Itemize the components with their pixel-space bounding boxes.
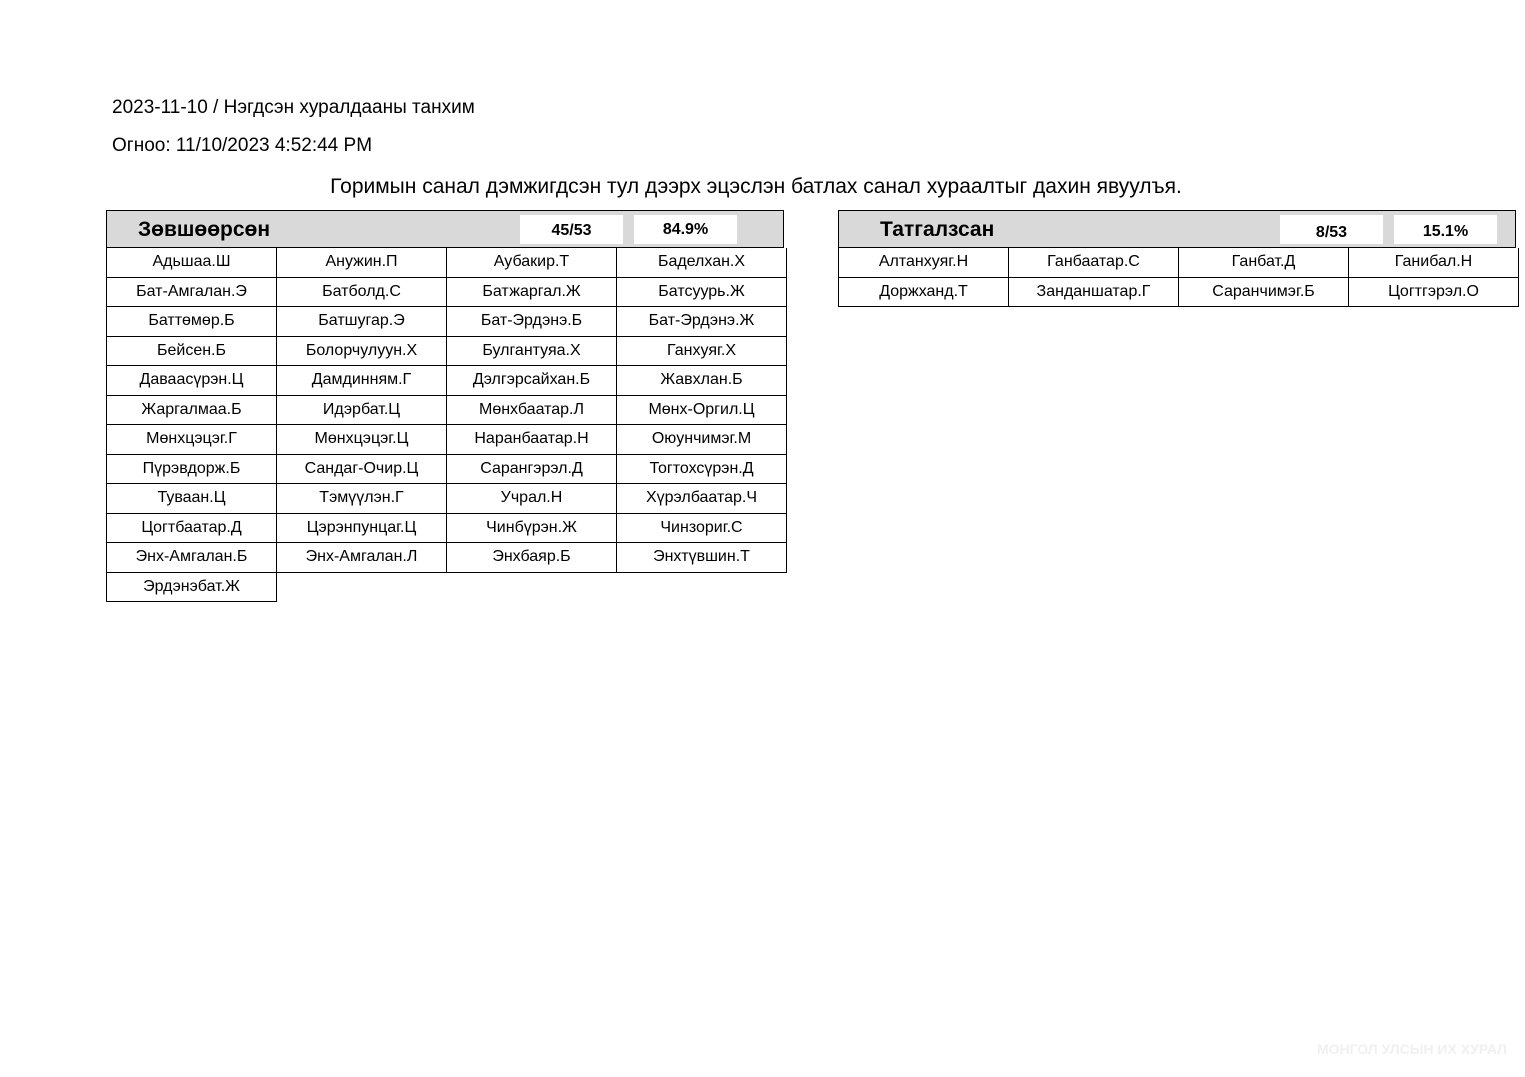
session-title: 2023-11-10 / Нэгдсэн хуралдааны танхим [112,97,475,118]
member-name-cell: Батсуурь.Ж [617,277,787,307]
member-name-cell: Саранчимэг.Б [1179,277,1349,307]
table-row [107,307,787,337]
member-name-cell: Пүрэвдорж.Б [107,454,277,484]
empty-cell [617,572,787,602]
member-name-cell: Туваан.Ц [107,484,277,514]
member-name-cell: Учрал.Н [447,484,617,514]
member-name-cell: Аубакир.Т [447,248,617,277]
table-row [107,395,787,425]
member-name-cell: Тогтохсүрэн.Д [617,454,787,484]
approved-header [106,210,784,248]
rejected-percent: 15.1% [1394,215,1497,244]
watermark-text: МОНГОЛ УЛСЫН ИХ ХУРАЛ [1316,1041,1507,1057]
approved-percent: 84.9% [634,215,737,244]
member-name-cell: Чинбүрэн.Ж [447,513,617,543]
member-name-cell: Мөнх-Оргил.Ц [617,395,787,425]
member-name-cell: Хүрэлбаатар.Ч [617,484,787,514]
table-row [107,572,787,602]
member-name-cell: Наранбаатар.Н [447,425,617,455]
member-name-cell: Дамдинням.Г [277,366,447,396]
member-name-cell: Бейсен.Б [107,336,277,366]
member-name-cell: Мөнхцэцэг.Г [107,425,277,455]
member-name-cell: Даваасүрэн.Ц [107,366,277,396]
member-name-cell: Тэмүүлэн.Г [277,484,447,514]
member-name-cell: Батболд.С [277,277,447,307]
empty-cell [277,572,447,602]
member-name-cell: Жавхлан.Б [617,366,787,396]
member-name-cell: Ганбаатар.С [1009,248,1179,277]
report-date: Огноо: 11/10/2023 4:52:44 PM [112,135,373,156]
member-name-cell: Чинзориг.С [617,513,787,543]
member-name-cell: Ганбат.Д [1179,248,1349,277]
member-name-cell: Ганибал.Н [1349,248,1519,277]
table-row [107,366,787,396]
table-row [107,543,787,573]
member-name-cell: Цогтбаатар.Д [107,513,277,543]
table-row [107,248,787,277]
approved-count: 45/53 [520,215,623,244]
member-name-cell: Цогтгэрэл.О [1349,277,1519,307]
member-name-cell: Бат-Эрдэнэ.Ж [617,307,787,337]
member-name-cell: Энхбаяр.Б [447,543,617,573]
table-row [839,248,1519,277]
member-name-cell: Доржханд.Т [839,277,1009,307]
rejected-header [838,210,1516,248]
member-name-cell: Сарангэрэл.Д [447,454,617,484]
table-row [107,336,787,366]
approved-title: Зөвшөөрсөн [138,218,271,241]
member-name-cell: Алтанхуяг.Н [839,248,1009,277]
member-name-cell: Эрдэнэбат.Ж [107,572,277,602]
table-row [107,513,787,543]
approved-block [106,210,784,602]
member-name-cell: Болорчулуун.Х [277,336,447,366]
member-name-cell: Адьшаа.Ш [107,248,277,277]
member-name-cell: Баделхан.Х [617,248,787,277]
member-name-cell: Мөнхцэцэг.Ц [277,425,447,455]
member-name-cell: Дэлгэрсайхан.Б [447,366,617,396]
member-name-cell: Цэрэнпунцаг.Ц [277,513,447,543]
member-name-cell: Анужин.П [277,248,447,277]
table-row [107,425,787,455]
member-name-cell: Сандаг-Очир.Ц [277,454,447,484]
member-name-cell: Батжаргал.Ж [447,277,617,307]
table-row [107,454,787,484]
rejected-names-table [838,248,1519,307]
table-row [107,484,787,514]
empty-cell [447,572,617,602]
member-name-cell: Баттөмөр.Б [107,307,277,337]
member-name-cell: Энх-Амгалан.Б [107,543,277,573]
table-row [839,277,1519,307]
approved-names-table [106,248,787,602]
member-name-cell: Мөнхбаатар.Л [447,395,617,425]
member-name-cell: Энхтүвшин.Т [617,543,787,573]
rejected-count: 8/53 [1280,215,1383,244]
rejected-title: Татгалзсан [880,218,995,241]
member-name-cell: Жаргалмаа.Б [107,395,277,425]
member-name-cell: Идэрбат.Ц [277,395,447,425]
motion-text: Горимын санал дэмжигдсэн тул дээрх эцэслэн батлах санал хураалтыг дахин явуулъя. [330,175,1182,198]
member-name-cell: Занданшатар.Г [1009,277,1179,307]
member-name-cell: Оюунчимэг.М [617,425,787,455]
member-name-cell: Энх-Амгалан.Л [277,543,447,573]
member-name-cell: Бат-Эрдэнэ.Б [447,307,617,337]
member-name-cell: Батшугар.Э [277,307,447,337]
member-name-cell: Ганхуяг.Х [617,336,787,366]
table-row [107,277,787,307]
member-name-cell: Бат-Амгалан.Э [107,277,277,307]
rejected-block [838,210,1516,307]
member-name-cell: Булгантуяа.Х [447,336,617,366]
